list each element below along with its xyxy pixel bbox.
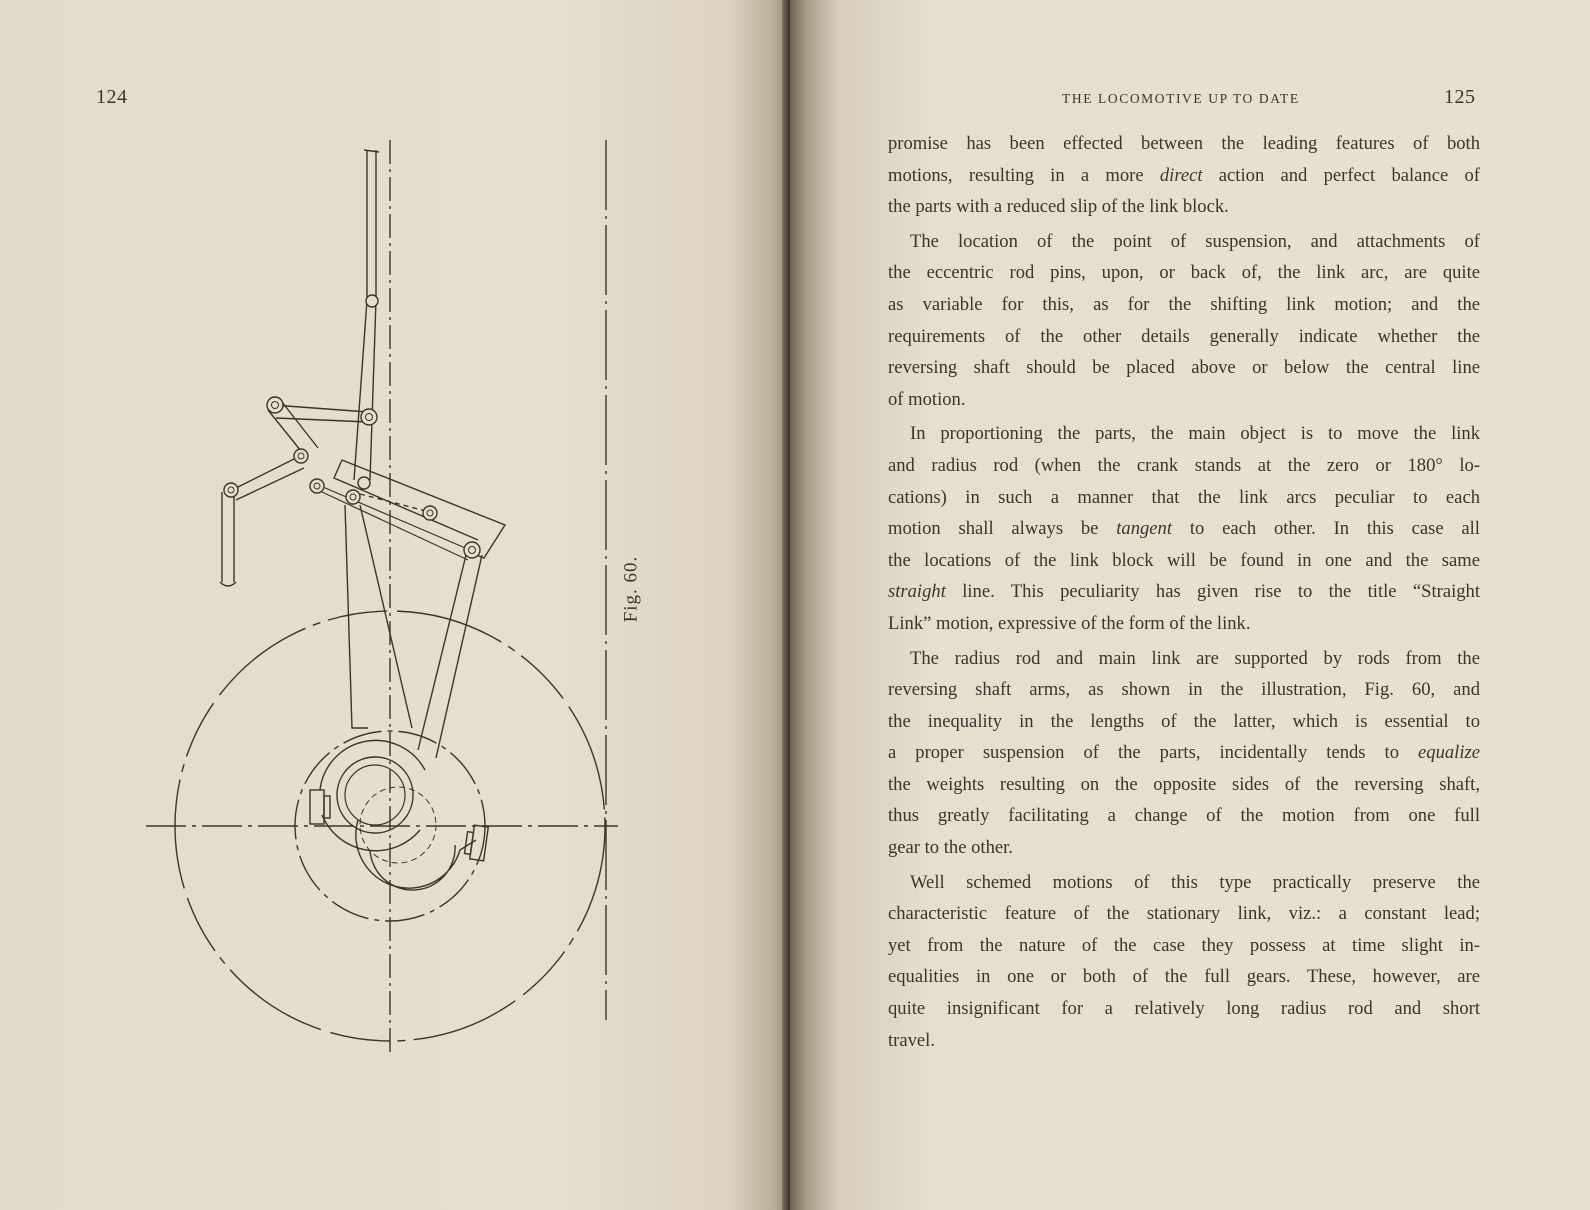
- pin-valve-stem: [366, 295, 378, 307]
- eccentric-strap: [356, 820, 476, 890]
- valve-stem: [364, 150, 379, 300]
- body-text: [888, 128, 1480, 1056]
- text-line: the locations of the link block will be found in one and the same: [888, 549, 1480, 571]
- text-line: The radius rod and main link are supported by rods from the: [910, 647, 1480, 669]
- text-line: reversing shaft arms, as shown in the illustration, Fig. 60, and: [888, 679, 1480, 701]
- text-line: straight line. This peculiarity has given rise to the title “Straight: [888, 581, 1480, 603]
- text-line: cations) in such a manner that the link arcs peculiar to each: [888, 486, 1480, 508]
- text-line: motions, resulting in a more direct action and perfect balance of: [888, 164, 1480, 186]
- text-line: The location of the point of suspension, and attachments of: [910, 230, 1480, 252]
- text-line: and radius rod (when the crank stands at the zero or 180° lo-: [888, 454, 1480, 476]
- text-line: motion shall always be tangent to each other. In this case all: [888, 518, 1480, 540]
- text-line: thus greatly facilitating a change of the motion from one full: [888, 805, 1480, 827]
- pin-link-right: [423, 506, 437, 520]
- text-line: In proportioning the parts, the main object is to move the link: [910, 423, 1480, 445]
- figure-caption: Fig. 60.: [620, 555, 642, 623]
- text-line: Well schemed motions of this type practically preserve the: [910, 871, 1480, 893]
- left-page-number: 124: [96, 86, 128, 108]
- text-line: requirements of the other details generally indicate whether the: [888, 325, 1480, 347]
- text-line: Link” motion, expressive of the form of the link.: [888, 612, 1251, 634]
- text-line: yet from the nature of the case they possess at time slight in-: [888, 934, 1480, 956]
- pin-link-mid: [346, 490, 360, 504]
- radius-rod: [354, 300, 376, 480]
- text-line: gear to the other.: [888, 837, 1013, 859]
- text-line: quite insignificant for a relatively long radius rod and short: [888, 998, 1480, 1020]
- pin-link-left: [310, 479, 324, 493]
- text-line: travel.: [888, 1029, 935, 1051]
- valve-gear-figure: [0, 0, 790, 1210]
- running-head: THE LOCOMOTIVE UP TO DATE: [1062, 91, 1300, 106]
- right-page-number: 125: [1444, 86, 1476, 108]
- pin-link-end: [464, 542, 480, 558]
- text-line: equalities in one or both of the full gears. These, however, are: [888, 966, 1480, 988]
- strap-lug-left: [310, 790, 324, 824]
- text-line: reversing shaft should be placed above or below the central line: [888, 357, 1480, 379]
- text-line: the parts with a reduced slip of the link block.: [888, 196, 1229, 218]
- text-line: the eccentric rod pins, upon, or back of, the link arc, are quite: [888, 262, 1480, 284]
- reversing-shaft-arm-drop: [220, 490, 236, 586]
- eccentric-rod-backward: [418, 555, 482, 758]
- right-page: [790, 0, 1590, 1210]
- pin-upper-arm: [361, 409, 377, 425]
- text-line: promise has been effected between the leading features of both: [888, 133, 1480, 154]
- text-line: as variable for this, as for the shifting link motion; and the: [888, 293, 1480, 315]
- left-page: [0, 0, 790, 1210]
- text-line: the inequality in the lengths of the latter, which is essential to: [888, 710, 1480, 732]
- pin-arm-end: [267, 397, 283, 413]
- text-line: characteristic feature of the stationary link, viz.: a constant lead;: [888, 903, 1480, 925]
- pin-link-block: [358, 477, 370, 489]
- reversing-arm-upper: [273, 405, 368, 422]
- lifting-arm: [232, 456, 304, 500]
- pin-arm-joint: [294, 449, 308, 463]
- text-line: of motion.: [888, 388, 966, 410]
- eccentric-rod-forward: [345, 505, 412, 728]
- text-line: the weights resulting on the opposite sides of the reversing shaft,: [888, 773, 1480, 795]
- pin-lift-end: [224, 483, 238, 497]
- text-line: a proper suspension of the parts, incidentally tends to equalize: [888, 742, 1480, 764]
